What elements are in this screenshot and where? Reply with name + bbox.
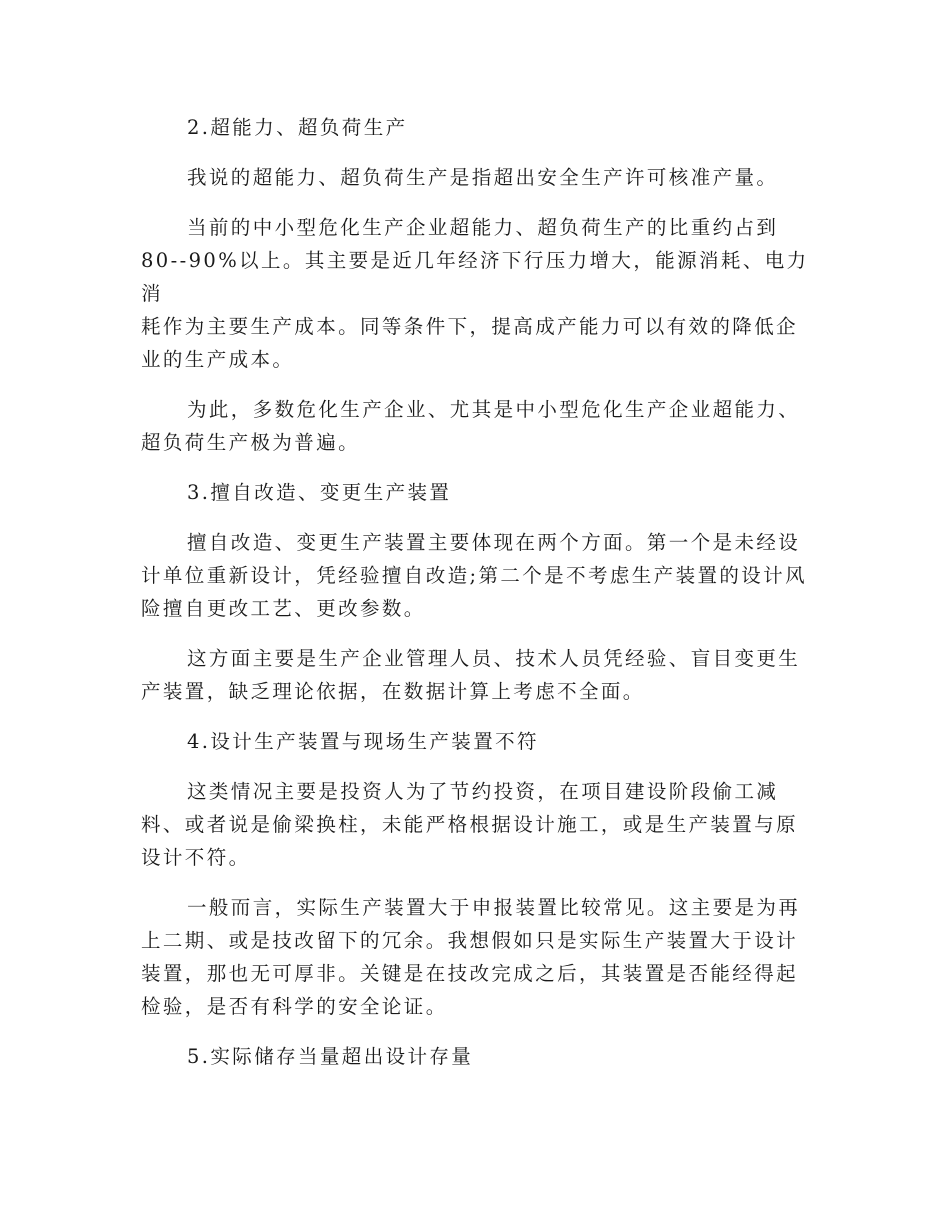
section-heading bbox=[141, 725, 813, 758]
paragraph bbox=[141, 775, 813, 874]
text-line: 料、或者说是偷梁换柱，未能严格根据设计施工，或是生产装置与原 bbox=[141, 813, 799, 836]
paragraph bbox=[141, 891, 813, 1023]
text-line: 擅自改造、变更生产装置主要体现在两个方面。第一个是未经设 bbox=[187, 531, 801, 554]
text-line: 一般而言，实际生产装置大于申报装置比较常见。这主要是为再 bbox=[187, 896, 801, 919]
paragraph bbox=[141, 642, 813, 708]
text-line: 装置，那也无可厚非。关键是在技改完成之后，其装置是否能经得起 bbox=[141, 962, 799, 985]
text-line: 计单位重新设计，凭经验擅自改造;第二个是不考虑生产装置的设计风 bbox=[141, 564, 807, 587]
text-line: 当前的中小型危化生产企业超能力、超负荷生产的比重约占到 bbox=[187, 216, 779, 239]
text-line: 2.超能力、超负荷生产 bbox=[187, 116, 408, 139]
text-line: 险擅自更改工艺、更改参数。 bbox=[141, 597, 426, 620]
text-line: 这类情况主要是投资人为了节约投资，在项目建设阶段偷工减 bbox=[187, 780, 779, 803]
text-line: 我说的超能力、超负荷生产是指超出安全生产许可核准产量。 bbox=[187, 166, 779, 189]
text-line: 产装置，缺乏理论依据，在数据计算上考虑不全面。 bbox=[141, 680, 645, 703]
text-line: 检验，是否有科学的安全论证。 bbox=[141, 995, 448, 1018]
text-line: 上二期、或是技改留下的冗余。我想假如只是实际生产装置大于设计 bbox=[141, 929, 799, 952]
section-heading bbox=[141, 111, 813, 144]
document-body bbox=[141, 111, 813, 1090]
text-line: 超负荷生产极为普遍。 bbox=[141, 431, 361, 454]
text-line: 5.实际储存当量超出设计存量 bbox=[187, 1045, 474, 1068]
paragraph bbox=[141, 211, 813, 376]
section-heading bbox=[141, 1040, 813, 1073]
text-line: 耗作为主要生产成本。同等条件下，提高成产能力可以有效的降低企 bbox=[141, 315, 799, 338]
text-line: 80--90%以上。其主要是近几年经济下行压力增大，能源消耗、电力消 bbox=[141, 249, 809, 305]
text-line: 为此，多数危化生产企业、尤其是中小型危化生产企业超能力、 bbox=[187, 398, 801, 421]
section-heading bbox=[141, 476, 813, 509]
paragraph bbox=[141, 526, 813, 625]
paragraph bbox=[141, 161, 813, 194]
text-line: 3.擅自改造、变更生产装置 bbox=[187, 481, 452, 504]
text-line: 业的生产成本。 bbox=[141, 348, 295, 371]
paragraph bbox=[141, 393, 813, 459]
text-line: 设计不符。 bbox=[141, 846, 251, 869]
text-line: 4.设计生产装置与现场生产装置不符 bbox=[187, 730, 539, 753]
text-line: 这方面主要是生产企业管理人员、技术人员凭经验、盲目变更生 bbox=[187, 647, 801, 670]
